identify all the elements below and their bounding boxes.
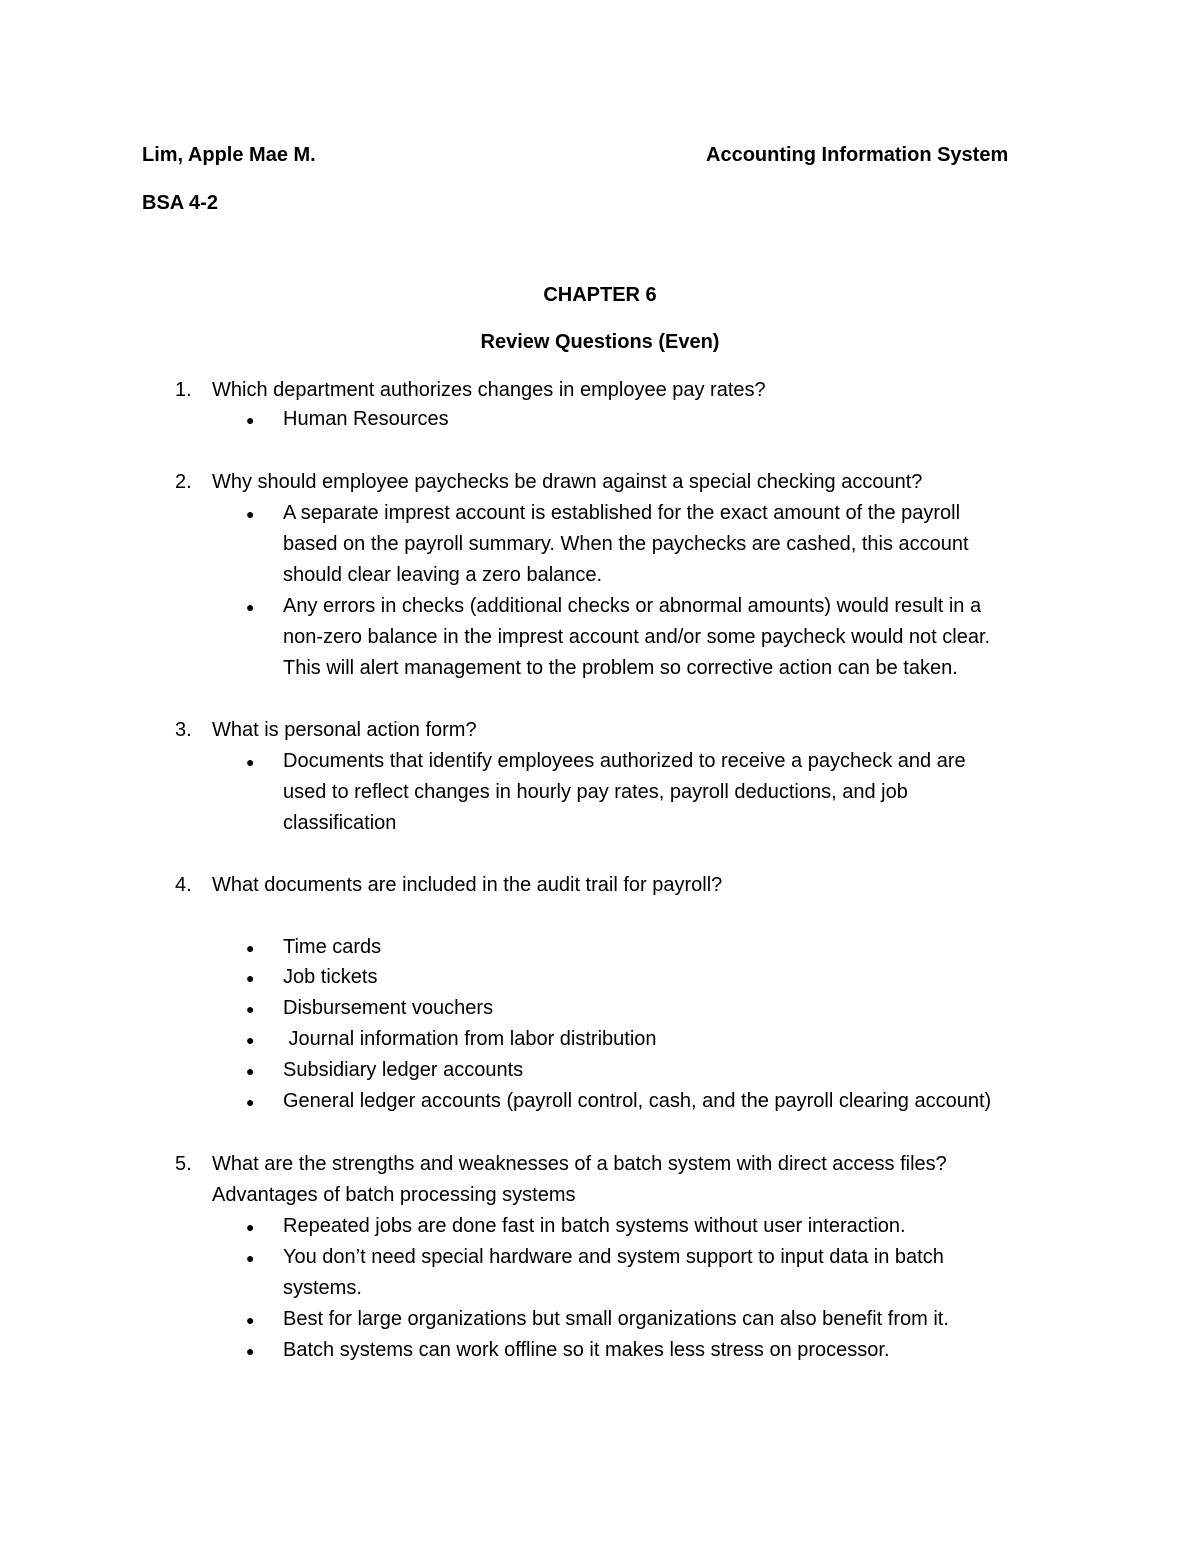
answer-line: classification bbox=[283, 812, 397, 834]
question-number: 2. bbox=[175, 471, 192, 493]
answer-item: Subsidiary ledger accounts bbox=[283, 1059, 524, 1081]
bullet-icon: ● bbox=[246, 1219, 255, 1235]
bullet-icon: ● bbox=[246, 412, 255, 428]
student-name: Lim, Apple Mae M. bbox=[142, 144, 316, 166]
bullet-icon: ● bbox=[246, 970, 255, 986]
bullet-icon: ● bbox=[246, 1001, 255, 1017]
question-number: 5. bbox=[175, 1153, 192, 1175]
answer-item: Best for large organizations but small organizations can also benefit from it. bbox=[283, 1308, 949, 1330]
question-text: What is personal action form? bbox=[212, 719, 477, 741]
question-number: 3. bbox=[175, 719, 192, 741]
answer-item: Disbursement vouchers bbox=[283, 997, 494, 1019]
bullet-icon: ● bbox=[246, 1312, 255, 1328]
answer-item: Batch systems can work offline so it makes less stress on processor. bbox=[283, 1339, 890, 1361]
answer-subheading: Advantages of batch processing systems bbox=[212, 1184, 576, 1206]
answer-line: based on the payroll summary. When the paychecks are cashed, this account bbox=[283, 533, 969, 555]
answer-item: Time cards bbox=[283, 936, 382, 958]
bullet-icon: ● bbox=[246, 1250, 255, 1266]
question-number: 1. bbox=[175, 379, 192, 401]
answer-line: systems. bbox=[283, 1277, 362, 1299]
answer-line: You don’t need special hardware and system support to input data in batch bbox=[283, 1246, 944, 1268]
answer-item: Repeated jobs are done fast in batch systems without user interaction. bbox=[283, 1215, 906, 1237]
bullet-icon: ● bbox=[246, 599, 255, 615]
answer-item: Job tickets bbox=[283, 966, 378, 988]
question-text: Why should employee paychecks be drawn against a special checking account? bbox=[212, 471, 923, 493]
bullet-icon: ● bbox=[246, 1343, 255, 1359]
answer-line: This will alert management to the problem so corrective action can be taken. bbox=[283, 657, 958, 679]
bullet-icon: ● bbox=[246, 506, 255, 522]
answer-line: non-zero balance in the imprest account and/or some paycheck would not clear. bbox=[283, 626, 991, 648]
answer-item: Human Resources bbox=[283, 408, 449, 430]
answer-line: Documents that identify employees authorized to receive a paycheck and are bbox=[283, 750, 966, 772]
subject-title: Accounting Information System bbox=[706, 144, 1009, 166]
answer-item: General ledger accounts (payroll control, cash, and the payroll clearing account) bbox=[283, 1090, 992, 1112]
bullet-icon: ● bbox=[246, 1094, 255, 1110]
bullet-icon: ● bbox=[246, 1032, 255, 1048]
answer-line: A separate imprest account is established for the exact amount of the payroll bbox=[283, 502, 961, 524]
chapter-title: CHAPTER 6 bbox=[543, 284, 657, 306]
bullet-icon: ● bbox=[246, 754, 255, 770]
question-number: 4. bbox=[175, 874, 192, 896]
question-text: Which department authorizes changes in employee pay rates? bbox=[212, 379, 766, 401]
section-label: BSA 4-2 bbox=[142, 192, 218, 214]
question-text: What are the strengths and weaknesses of a batch system with direct access files? bbox=[212, 1153, 947, 1175]
question-text: What documents are included in the audit trail for payroll? bbox=[212, 874, 723, 896]
review-subtitle: Review Questions (Even) bbox=[480, 331, 720, 353]
answer-line: should clear leaving a zero balance. bbox=[283, 564, 603, 586]
bullet-icon: ● bbox=[246, 940, 255, 956]
bullet-icon: ● bbox=[246, 1063, 255, 1079]
answer-line: Any errors in checks (additional checks or abnormal amounts) would result in a bbox=[283, 595, 982, 617]
answer-item: Journal information from labor distribution bbox=[283, 1028, 657, 1050]
answer-line: used to reflect changes in hourly pay rates, payroll deductions, and job bbox=[283, 781, 908, 803]
